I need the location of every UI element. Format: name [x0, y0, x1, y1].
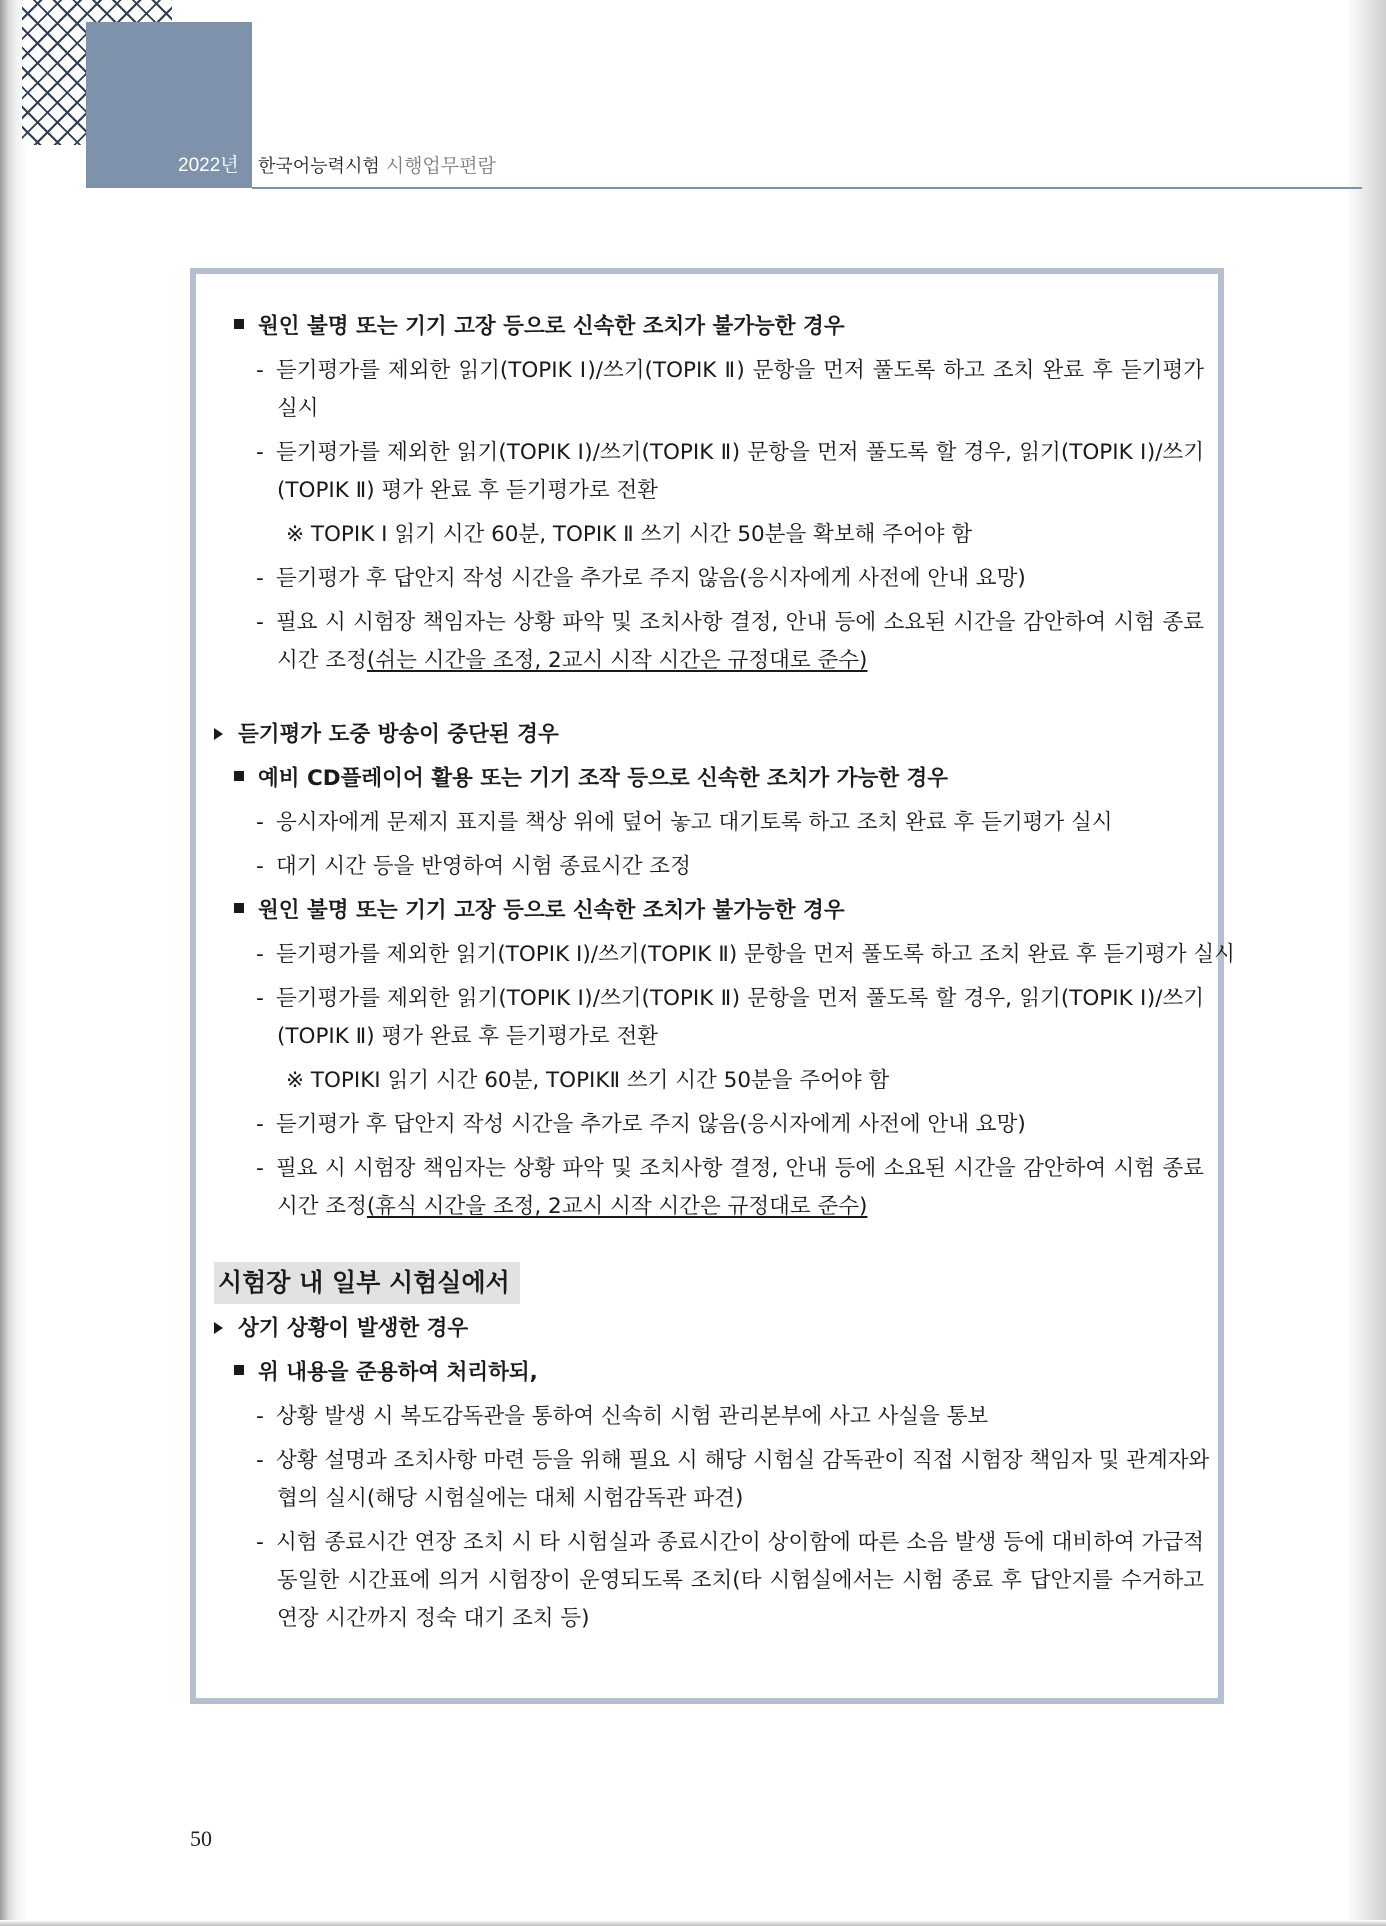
block1-note: ※ TOPIK Ⅰ 읽기 시간 60분, TOPIK Ⅱ 쓰기 시간 50분을 확보해 주어야 함 [286, 522, 973, 547]
block1-item2-line2: (TOPIK Ⅱ) 평가 완료 후 듣기평가로 전환 [277, 478, 659, 503]
triangle-bullet-icon [214, 1322, 223, 1334]
header-year: 2022년 [178, 155, 239, 176]
block2-sub2-heading: 원인 불명 또는 기기 고장 등으로 신속한 조치가 불가능한 경우 [214, 892, 1204, 930]
square-bullet-icon [234, 771, 244, 781]
header-title-main: 한국어능력시험 [258, 156, 380, 177]
block2-sub2-item1: - 듣기평가를 제외한 읽기(TOPIK Ⅰ)/쓰기(TOPIK Ⅱ) 문항을 먼저 풀도록 하고 조치 완료 후 듣기평가 실시 [256, 942, 1235, 967]
block2-sub1-heading: 예비 CD플레이어 활용 또는 기기 조작 등으로 신속한 조치가 가능한 경우 [214, 760, 1204, 798]
block3-item1: - 상황 발생 시 복도감독관을 통하여 신속히 시험 관리본부에 사고 사실을 통보 [256, 1404, 989, 1429]
header-title [258, 151, 496, 178]
block1-item1-line2: 실시 [277, 396, 319, 421]
page-bottom-edge [0, 1920, 1386, 1926]
block3-item3-line1: - 시험 종료시간 연장 조치 시 타 시험실과 종료시간이 상이함에 따른 소음 발생 등에 대비하여 가급적 [256, 1530, 1204, 1555]
block2-sub2-item4-line1: - 필요 시 시험장 책임자는 상황 파악 및 조치사항 결정, 안내 등에 소요된 시간을 감안하여 시험 종료 [256, 1156, 1204, 1181]
block3-item2-line1: - 상황 설명과 조치사항 마련 등을 위해 필요 시 해당 시험실 감독관이 직접 시험장 책임자 및 관계자와 [256, 1448, 1210, 1473]
block1-item2-line1: - 듣기평가를 제외한 읽기(TOPIK Ⅰ)/쓰기(TOPIK Ⅱ) 문항을 먼저 풀도록 할 경우, 읽기(TOPIK Ⅰ)/쓰기 [256, 440, 1204, 465]
block1-item1-line1: - 듣기평가를 제외한 읽기(TOPIK Ⅰ)/쓰기(TOPIK Ⅱ) 문항을 먼저 풀도록 하고 조치 완료 후 듣기평가 [256, 358, 1204, 383]
block1-item4-line1: - 필요 시 시험장 책임자는 상황 파악 및 조치사항 결정, 안내 등에 소요된 시간을 감안하여 시험 종료 [256, 610, 1204, 635]
block2-sub2-item2-line1: - 듣기평가를 제외한 읽기(TOPIK Ⅰ)/쓰기(TOPIK Ⅱ) 문항을 먼저 풀도록 할 경우, 읽기(TOPIK Ⅰ)/쓰기 [256, 986, 1204, 1011]
block2-sub2-item3: - 듣기평가 후 답안지 작성 시간을 추가로 주지 않음(응시자에게 사전에 안내 요망) [256, 1112, 1026, 1137]
block3-section-heading-wrap [214, 1262, 1204, 1304]
page-number: 50 [190, 1826, 212, 1851]
block2-sub2-item4-line2: 시간 조정(휴식 시간을 조정, 2교시 시작 시간은 규정대로 준수) [277, 1194, 868, 1219]
block3-title: 상기 상황이 발생한 경우 [214, 1310, 1204, 1348]
block1-heading: 원인 불명 또는 기기 고장 등으로 신속한 조치가 불가능한 경우 [214, 308, 1204, 346]
block3-item2-line2: 협의 실시(해당 시험실에는 대체 시험감독관 파견) [277, 1486, 744, 1511]
block2-sub2-item4-underlined: (휴식 시간을 조정, 2교시 시작 시간은 규정대로 준수) [366, 1194, 868, 1219]
block3-sub-heading: 위 내용을 준용하여 처리하되, [214, 1354, 1204, 1392]
block3-section-heading: 시험장 내 일부 시험실에서 [214, 1262, 520, 1304]
content-box [190, 268, 1235, 1704]
block2-title: 듣기평가 도중 방송이 중단된 경우 [214, 716, 1204, 754]
block2-sub1-item1: - 응시자에게 문제지 표지를 책상 위에 덮어 놓고 대기토록 하고 조치 완료 후 듣기평가 실시 [256, 810, 1113, 835]
page-right-edge [1346, 0, 1386, 1926]
square-bullet-icon [234, 1365, 244, 1375]
block2-sub2-note: ※ TOPIKⅠ 읽기 시간 60분, TOPIKⅡ 쓰기 시간 50분을 주어야 함 [286, 1068, 890, 1093]
square-bullet-icon [234, 903, 244, 913]
block3-item3-line3: 연장 시간까지 정숙 대기 조치 등) [277, 1606, 590, 1631]
block1-item4-underlined: (쉬는 시간을 조정, 2교시 시작 시간은 규정대로 준수) [366, 648, 868, 673]
book-binding-shadow [0, 0, 28, 1926]
block2-sub2-item2-line2: (TOPIK Ⅱ) 평가 완료 후 듣기평가로 전환 [277, 1024, 659, 1049]
triangle-bullet-icon [214, 728, 223, 740]
block3-item3-line2: 동일한 시간표에 의거 시험장이 운영되도록 조치(타 시험실에서는 시험 종료 후 답안지를 수거하고 [277, 1568, 1204, 1593]
block1-item3: - 듣기평가 후 답안지 작성 시간을 추가로 주지 않음(응시자에게 사전에 안내 요망) [256, 566, 1026, 591]
header-title-sub: 시행업무편람 [385, 155, 496, 177]
block2-sub1-item2: - 대기 시간 등을 반영하여 시험 종료시간 조정 [256, 854, 691, 879]
block1-item4-line2: 시간 조정(쉬는 시간을 조정, 2교시 시작 시간은 규정대로 준수) [277, 648, 868, 673]
square-bullet-icon [234, 319, 244, 329]
header-rule [252, 187, 1362, 189]
